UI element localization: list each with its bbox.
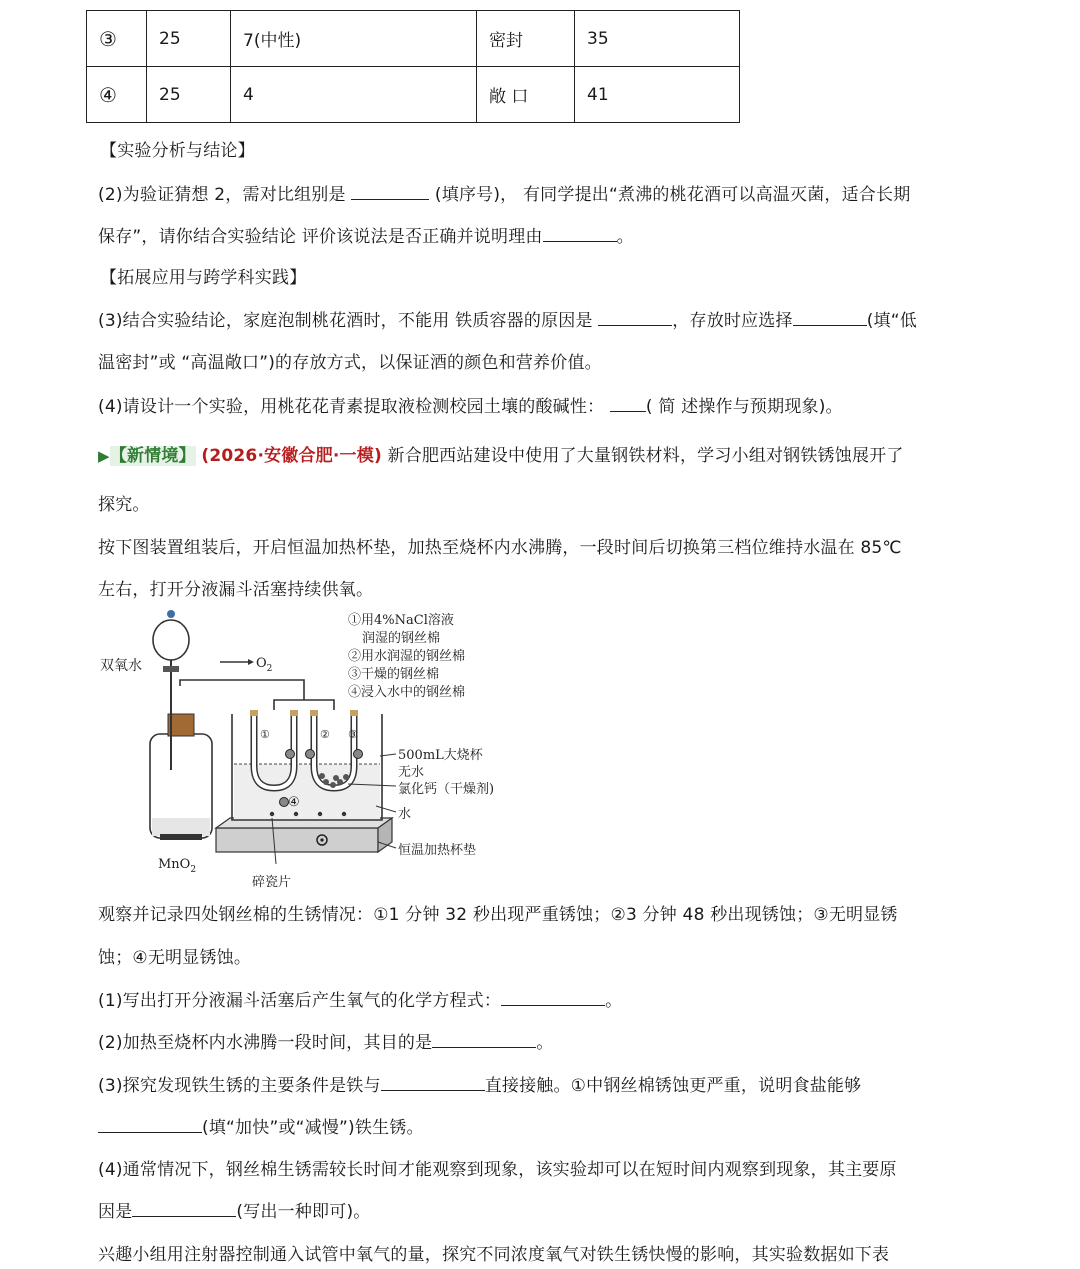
question-4-line1: (4)通常情况下，钢丝棉生锈需较长时间才能观察到现象，该实验却可以在短时间内观察到现象，其主要原 [98,1160,897,1180]
stopper [290,710,298,716]
question-text: 保存”，请你结合实验结论 评价该说法是否正确并说明理由 [98,227,543,247]
tube-label-3: ③ [348,728,358,741]
question-text: 。 [536,1033,554,1053]
source-tag: (2026·安徽合肥·一模) [201,446,382,466]
label-water: 水 [398,807,412,822]
table-cell-temp: 25 [147,67,231,123]
problem-intro-line2: 探究。 [98,495,150,515]
question-text: (写出一种即可)。 [236,1202,371,1222]
answer-blank[interactable] [132,1198,236,1217]
question-2 [98,1028,553,1053]
legend-1: ①用4%NaCl溶液 [348,613,454,628]
question-text: ，存放时应选择 [672,311,793,331]
label-h2o2: 双氧水 [100,658,142,674]
question-text: (4)请设计一个实验，用桃花花青素提取液检测校园土壤的酸碱性： [98,397,610,417]
setup-line1: 按下图装置组装后，开启恒温加热杯垫，加热至烧杯内水沸腾，一段时间后切换第三档位维持水温在 85℃ [98,538,902,558]
answer-blank[interactable] [501,987,605,1006]
observation-line1: 观察并记录四处钢丝棉的生锈情况：①1 分钟 32 秒出现严重锈蚀；②3 分钟 48 秒出现锈蚀；③无明显锈 [98,905,898,925]
label-cacl2-b: 氯化钙（干燥剂) [398,782,495,797]
answer-blank[interactable] [793,307,867,326]
label-mno2: MnO$_2$ [158,857,197,875]
table-cell-value: 41 [575,67,740,123]
question-1 [98,986,622,1011]
legend-2: ②用水润湿的钢丝棉 [348,649,466,664]
funnel-stopper [167,610,175,618]
answer-blank[interactable] [598,307,672,326]
label-beaker: 500mL大烧杯 [398,748,483,763]
question-text: (3)探究发现铁生锈的主要条件是铁与 [98,1076,381,1096]
question-2-line2 [98,222,634,247]
label-porcelain: 碎瓷片 [252,875,292,890]
table-cell-condition: 敞 口 [477,67,575,123]
setup-line2: 左右，打开分液漏斗活塞持续供氧。 [98,580,374,600]
heater-button-dot [320,838,323,841]
answer-blank[interactable] [381,1072,485,1091]
flask-liquid [152,818,210,836]
observation-line2: 蚀；④无明显锈蚀。 [98,948,252,968]
question-text: (3)结合实验结论，家庭泡制桃花酒时，不能用 铁质容器的原因是 [98,311,599,331]
table-cell-ph: 4 [231,67,477,123]
tube-label-2: ② [320,728,330,741]
table-cell-id: ③ [87,11,147,67]
question-3-line2: 温密封”或 “高温敞口”)的存放方式，以保证酒的颜色和营养价值。 [98,353,602,373]
problem-text: 新合肥西站建设中使用了大量钢铁材料，学习小组对钢铁锈蚀展开了 [381,446,904,466]
question-text: ( 简 述操作与预期现象)。 [645,397,843,417]
answer-blank[interactable] [610,393,646,412]
stopper [310,710,318,716]
table-row [87,11,740,67]
data-table [86,10,740,123]
new-context-tag: 【新情境】 [109,446,196,466]
play-arrow-icon: ▶ [98,447,110,465]
section-heading-extension: 【拓展应用与跨学科实践】 [100,268,307,288]
question-text: (填“低 [866,311,917,331]
answer-blank[interactable] [351,181,429,200]
stopcock [163,666,179,672]
final-paragraph: 兴趣小组用注射器控制通入试管中氧气的量，探究不同浓度氧气对铁生锈快慢的影响，其实验数据如下表 [98,1245,890,1265]
tube-label-1: ① [260,728,270,741]
question-3-line1 [98,1071,861,1096]
separating-funnel [153,620,189,660]
question-text: (填序号)， 有同学提出“煮沸的桃花酒可以高温灭菌，适合长期 [429,185,911,205]
question-text: (1)写出打开分液漏斗活塞后产生氧气的化学方程式： [98,991,502,1011]
question-text: 。 [616,227,634,247]
question-text: 。 [605,991,623,1011]
section-heading-analysis: 【实验分析与结论】 [100,141,255,161]
table-cell-id: ④ [87,67,147,123]
question-4-line2 [98,1197,370,1222]
question-3-line2 [98,1113,424,1138]
table-cell-temp: 25 [147,11,231,67]
gas-tube [180,680,334,710]
question-2-line1 [98,180,910,205]
heater-pad [216,828,378,852]
stopper [350,710,358,716]
table-row [87,67,740,123]
question-text: 因是 [98,1202,133,1222]
question-text: (2)加热至烧杯内水沸腾一段时间，其目的是 [98,1033,433,1053]
problem-intro-line1 [98,441,904,466]
label-o2: $O_2$ [256,656,273,674]
stopper [250,710,258,716]
question-text: 直接接触。①中钢丝棉锈蚀更严重，说明食盐能够 [484,1076,862,1096]
apparatus-diagram [96,606,536,892]
answer-blank[interactable] [432,1029,536,1048]
tube-label-4: ④ [288,795,300,810]
o2-arrow-head [248,659,254,665]
answer-blank[interactable] [98,1114,202,1133]
legend-3: ③干燥的钢丝棉 [348,667,440,682]
label-heater: 恒温加热杯垫 [398,843,477,858]
legend-1b: 润湿的钢丝棉 [362,631,441,646]
question-3-line1 [98,306,917,331]
label-cacl2-a: 无水 [398,765,425,780]
question-text: (填“加快”或“减慢”)铁生锈。 [202,1118,424,1138]
table-cell-condition: 密封 [477,11,575,67]
question-text: (2)为验证猜想 2，需对比组别是 [98,185,352,205]
question-4-line [98,392,843,417]
mno2-powder [160,834,202,840]
answer-blank[interactable] [543,223,617,242]
legend-4: ④浸入水中的钢丝棉 [348,685,466,700]
table-cell-ph: 7(中性) [231,11,477,67]
table-cell-value: 35 [575,11,740,67]
